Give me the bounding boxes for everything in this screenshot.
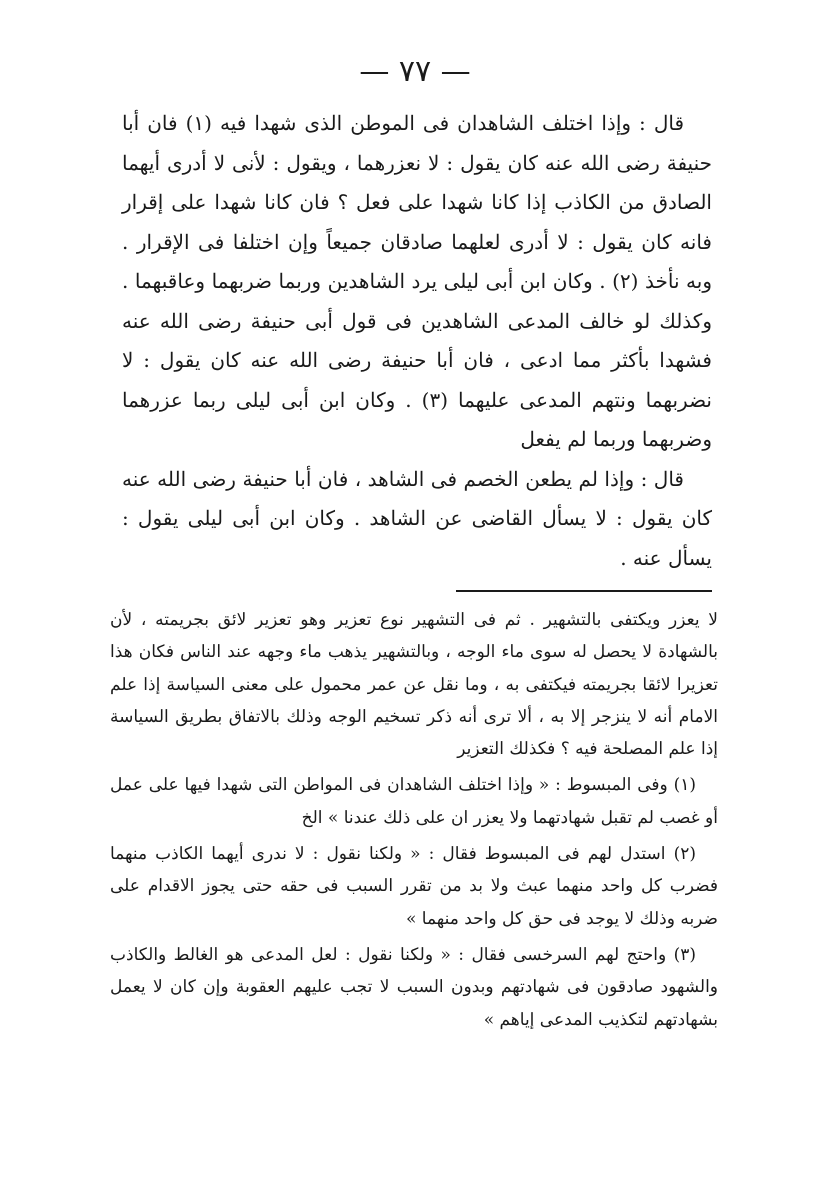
main-text [122, 104, 712, 578]
main-paragraph-2: قال : وإذا لم يطعن الخصم فى الشاهد ، فان أبا حنيفة رضى الله عنه كان يقول : لا يسأل القاضى عن الشاهد . وكان ابن أبى ليلى يقول : يسأل عنه . [122, 466, 712, 570]
page-number: — ٧٧ — [359, 54, 471, 89]
footnote-separator [456, 590, 712, 592]
footnote-1: (١) وفى المبسوط : « وإذا اختلف الشاهدان فى المواطن التى شهدا فيها على عمل أو غصب لم تقبل شهادتهما ولا يعزر ان على ذلك عندنا » الخ [110, 775, 718, 828]
main-paragraph-1: قال : وإذا اختلف الشاهدان فى الموطن الذى شهدا فيه (١) فان أبا حنيفة رضى الله عنه كان يقول : لا نعزرهما ، ويقول : لأنى لا أدرى أيهما الصادق من الكاذب إذا كانا شهدا على فعل ؟ فان كانا شهدا على إقرار فانه كان يقول : لا أدرى لعلهما صادقان جميعاً وإن اختلفا فى الإقرار . وبه نأخذ (٢) . وكان ابن أبى ليلى يرد الشاهدين وربما ضربهما وعاقبهما . وكذلك لو خالف المدعى الشاهدين فى قول أبى حنيفة رضى الله عنه فشهدا بأكثر مما ادعى ، فان أبا حنيفة رضى الله عنه كان يقول : لا نضربهما ونتهم المدعى عليهما (٣) . وكان ابن أبى ليلى ربما عزرهما وضربهما وربما لم يفعل [122, 111, 712, 451]
footnote-continuation: لا يعزر ويكتفى بالتشهير . ثم فى التشهير نوع تعزير وهو تعزير لائق بجريمته ، لأن بالشهادة لا يحصل له سوى ماء الوجه ، وبالتشهير يذهب ماء وجهه عند الناس فكان هذا تعزيرا لائقا بجريمته فيكتفى به ، وما نقل عن عمر محمول على معنى السياسة إذا علم الامام أنه لا ينزجر إلا به ، ألا ترى أنه ذكر تسخيم الوجه وذلك بالاتفاق بطريق السياسة إذا علم المصلحة فيه ؟ فكذلك التعزير [110, 610, 718, 760]
footnote-3: (٣) واحتج لهم السرخسى فقال : « ولكنا نقول : لعل المدعى هو الغالط والكاذب والشهود صادقون فى شهادتهم وبدون السبب لا تجب عليهم العقوبة وإن كان لا يعمل بشهادتهم لتكذيب المدعى إياهم » [110, 944, 718, 1030]
footnotes [110, 604, 718, 1040]
footnote-2: (٢) استدل لهم فى المبسوط فقال : « ولكنا نقول : لا ندرى أيهما الكاذب منهما فضرب كل واحد منهما عبث ولا بد من تقرر السبب فى حقه حتى يجوز الاقدام على ضربه وذلك لا يوجد فى حق كل واحد منهما » [110, 844, 718, 929]
